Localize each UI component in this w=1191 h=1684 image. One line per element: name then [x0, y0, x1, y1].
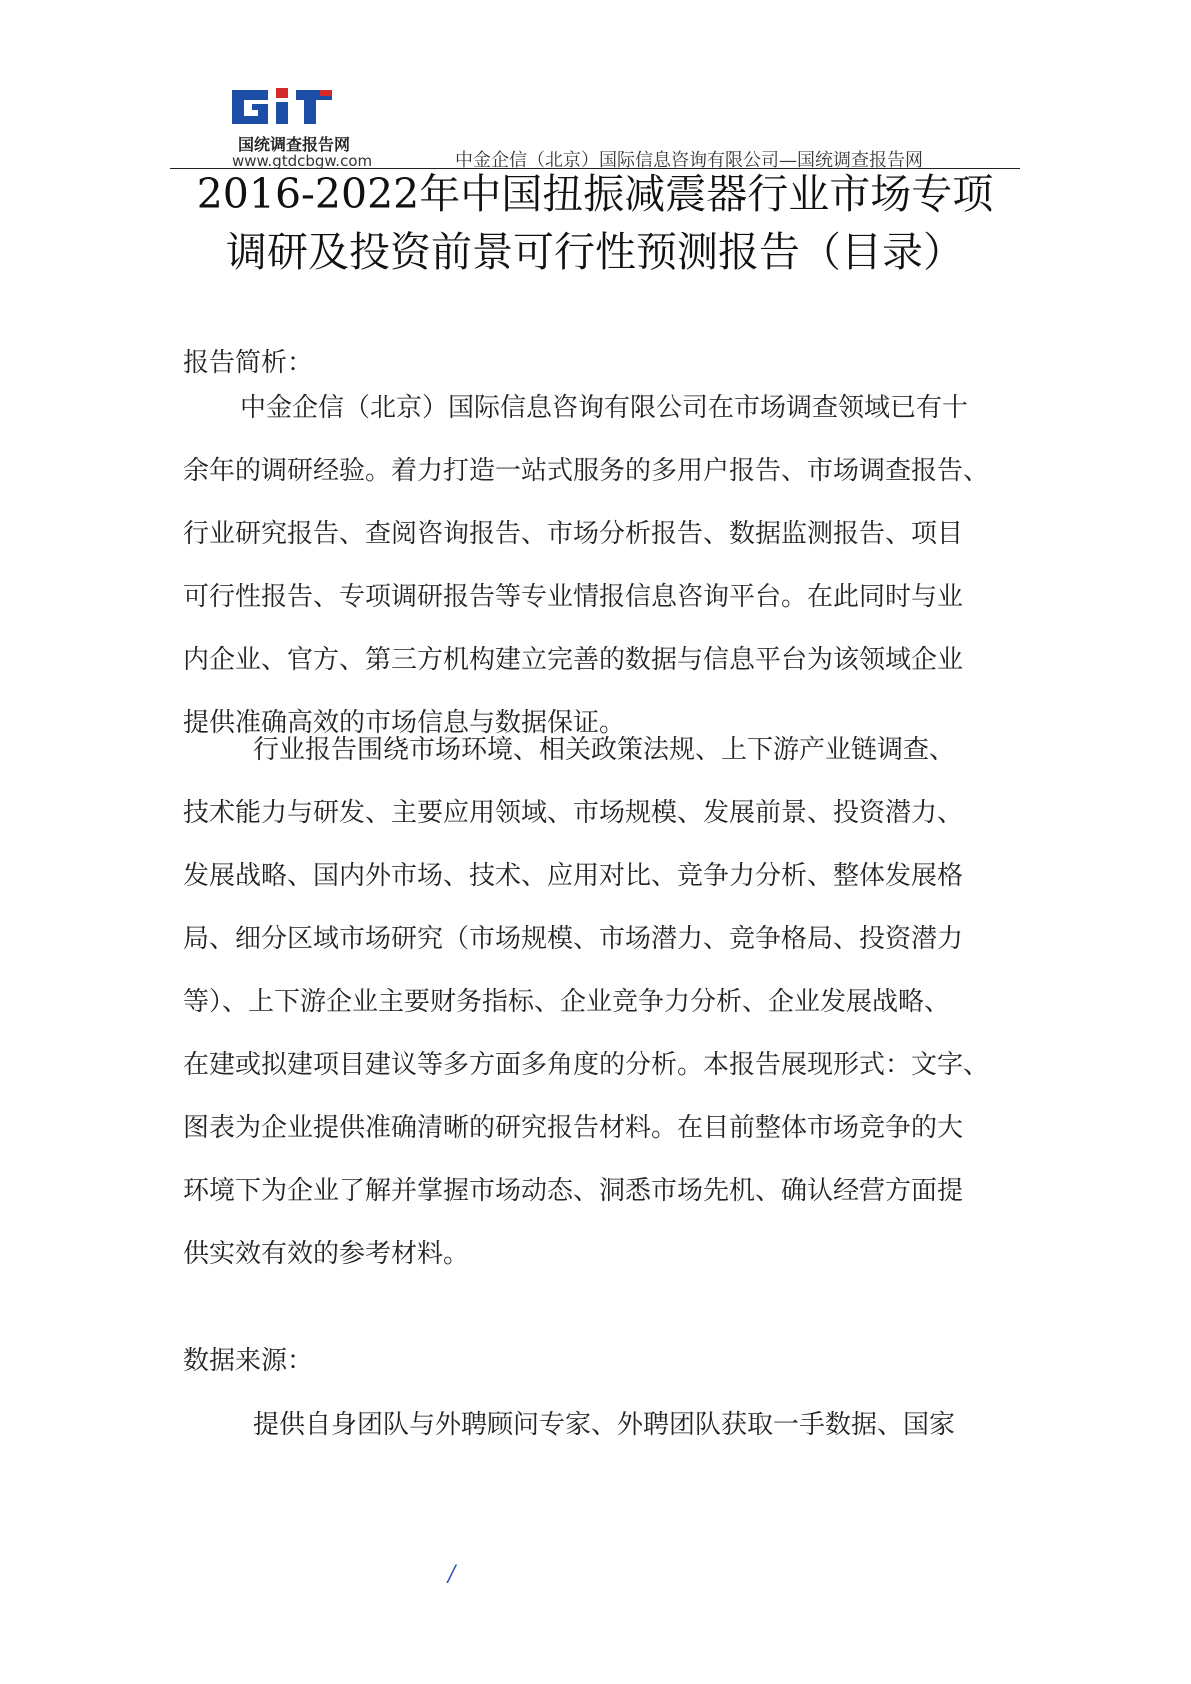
paragraph-line: 行业报告围绕市场环境、相关政策法规、上下游产业链调查、	[253, 735, 956, 765]
logo-mark-icon	[228, 82, 368, 132]
paragraph-line: 余年的调研经验。着力打造一站式服务的多用户报告、市场调查报告、	[183, 456, 990, 486]
paragraph-line: 供实效有效的参考材料。	[183, 1239, 470, 1269]
paragraph-line: 环境下为企业了解并掌握市场动态、洞悉市场先机、确认经营方面提	[183, 1176, 964, 1206]
data-source-paragraph	[183, 1394, 1023, 1457]
paragraph-line: 可行性报告、专项调研报告等专业情报信息咨询平台。在此同时与业	[183, 582, 964, 612]
paragraph-line: 发展战略、国内外市场、技术、应用对比、竞争力分析、整体发展格	[183, 861, 964, 891]
title-line-2: 调研及投资前景可行性预测报告（目录）	[226, 228, 964, 276]
paragraph-line: 中金企信（北京）国际信息咨询有限公司在市场调查领域已有十	[240, 393, 969, 423]
paragraph-line: 图表为企业提供准确清晰的研究报告材料。在目前整体市场竞争的大	[183, 1113, 964, 1143]
document-title	[150, 165, 1040, 281]
paragraph-line: 提供自身团队与外聘顾问专家、外聘团队获取一手数据、国家	[253, 1410, 956, 1440]
header-company-name: 中金企信（北京）国际信息咨询有限公司—国统调查报告网	[455, 150, 923, 171]
paragraph-line: 技术能力与研发、主要应用领域、市场规模、发展前景、投资潜力、	[183, 798, 964, 828]
paragraph-line: 行业研究报告、查阅咨询报告、市场分析报告、数据监测报告、项目	[183, 519, 964, 549]
footer-mark: /	[448, 1562, 456, 1587]
paragraph-line: 在建或拟建项目建议等多方面多角度的分析。本报告展现形式：文字、	[183, 1050, 990, 1080]
logo-chinese-name: 国统调查报告网	[238, 135, 351, 154]
paragraph-line: 局、细分区域市场研究（市场规模、市场潜力、竞争格局、投资潜力	[183, 924, 964, 954]
logo-url: www.gtdcbgw.com	[232, 152, 373, 170]
section-label-report-summary: 报告简析：	[183, 348, 314, 378]
paragraph-line: 内企业、官方、第三方机构建立完善的数据与信息平台为该领域企业	[183, 645, 964, 675]
title-line-1: 2016-2022年中国扭振减震器行业市场专项	[196, 170, 994, 218]
paragraph-line: 提供准确高效的市场信息与数据保证。	[183, 708, 626, 738]
summary-paragraph-1	[183, 377, 1023, 755]
paragraph-line: 等）、上下游企业主要财务指标、企业竞争力分析、企业发展战略、	[183, 987, 951, 1017]
section-label-data-source: 数据来源：	[183, 1346, 314, 1376]
summary-paragraph-2	[183, 719, 1023, 1286]
